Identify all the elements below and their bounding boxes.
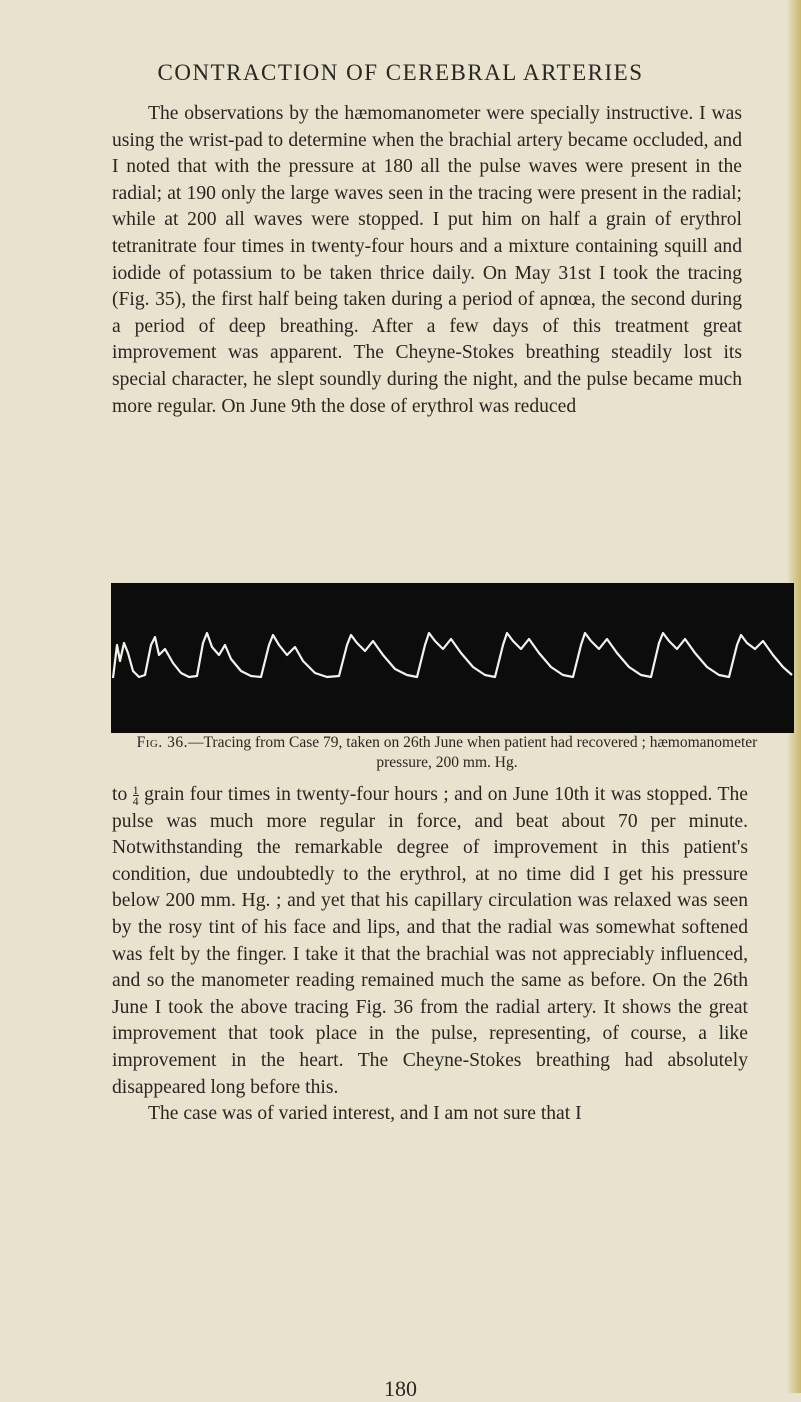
figure-label: Fig. 36.	[136, 734, 188, 751]
paragraph-2	[112, 782, 748, 1128]
paragraph-1	[112, 101, 742, 420]
pulse-trace-line	[113, 633, 792, 678]
pulse-tracing-svg	[111, 583, 794, 733]
paragraph-3-text: The case was of varied interest, and I am not sure that I	[148, 1103, 582, 1125]
fraction-denominator: 4	[132, 794, 139, 808]
paragraph-2-text	[112, 782, 748, 1101]
figure-caption	[112, 733, 782, 773]
fraction-numerator: 1	[132, 783, 139, 797]
running-header: CONTRACTION OF CEREBRAL ARTERIES	[157, 60, 644, 85]
fraction	[133, 785, 139, 806]
paragraph-2-lead: to	[112, 784, 128, 805]
paragraph-1-text: The observations by the hæmomanometer were specially instructive. I was using the wrist-pad to determine when the brachial artery became occluded, and I noted that with the pressure at 180 all the pulse waves were present in the radial; at 190 only the large waves seen in the tracing were present in the radial; while at 200 all waves were stopped. I put him on half a grain of erythrol tetranitrate four times in twenty-four hours and a mixture containing squill and iodide of potassium to be taken thrice daily. On May 31st I took the tracing (Fig. 35), the first half being taken during a period of apnœa, the second during a period of deep breathing. After a few days of this treatment great improvement was apparent. The Cheyne-Stokes breathing steadily lost its special character, he slept soundly during the night, and the pulse became much more regular. On June 9th the dose of erythrol was reduced	[112, 103, 742, 417]
page-number: 180	[384, 1376, 417, 1401]
paragraph-2-continuation: grain four times in twenty-four hours ; and on June 10th it was stopped. The pulse was much more regular in force, and beat about 70 per minute. Notwithstanding the remarkable degree of improvement in this patient's condition, due undoubtedly to the erythrol, at no time did I get his pressure below 200 mm. Hg. ; and yet that his capillary circulation was relaxed was seen by the rosy tint of his face and lips, and that the radial was somewhat softened was felt by the finger. I take it that the brachial was not appreciably influenced, and so the manometer reading remained much the same as before. On the 26th June I took the above tracing Fig. 36 from the radial artery. It shows the great improvement that took place in the pulse, representing, of course, a like improvement in the heart. The Cheyne-Stokes breathing had absolutely disappeared long before this.	[112, 784, 748, 1098]
pulse-tracing-figure	[111, 583, 794, 733]
figure-caption-text: —Tracing from Case 79, taken on 26th June when patient had recovered ; hæmomanometer pressure, 200 mm. Hg.	[188, 734, 758, 771]
